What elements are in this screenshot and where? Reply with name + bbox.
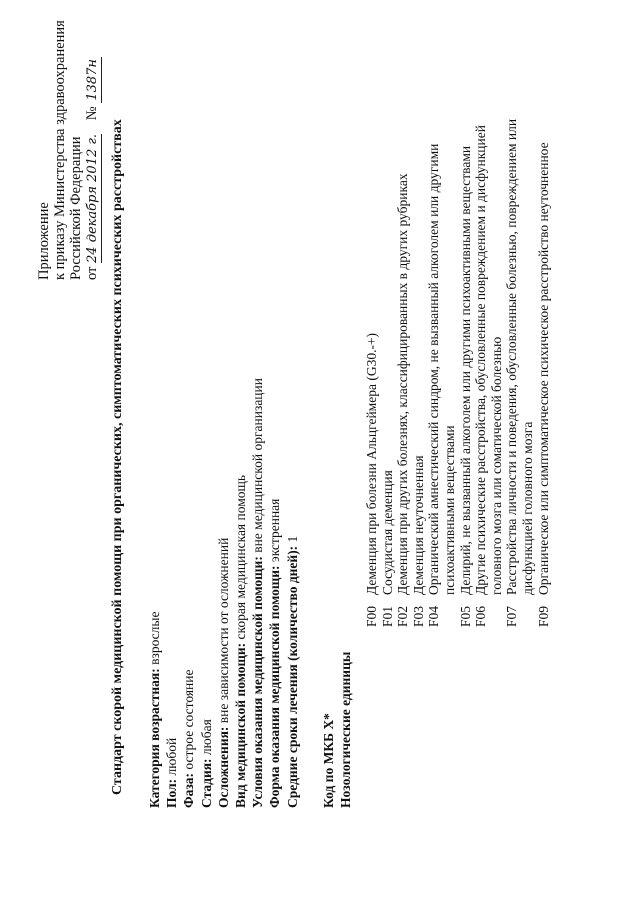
meta-care-type: Вид медицинской помощи: скорая медицинская помощь [233,474,249,808]
header-appendix: Приложение [36,202,52,280]
meta-age-category: Категория возрастная: взрослые [147,611,162,808]
order-prefix: от [84,266,100,280]
meta-complications: Осложнения: вне зависимости от осложнений [215,537,231,808]
meta-treatment-duration: Средние сроки лечения (количество дней): 1 [284,535,300,808]
order-no-label: № [84,106,100,121]
rotated-sheet: Приложение к приказу Министерства здравоохранения Российской Федерации от 24 декабря 2012 г. № 1387н Стандарт скорой медицинской помощи при органических, симптоматических психических расстройствах Категория возрастная: взрослые Пол: любой Фаза: острое состояние Стадия: любая Осложнения: вне зависимости от осложнений Вид медицинской помощи: скорая медицинская помощь Условия оказания медицинской помощи: вне медицинской организации Форма оказания медицинской помощи: экстренная Средние сроки лечения (количество дней): 1 Код по МКБ X* Нозологические единицы F00 Деменция при болезни Альцгеймера (G30.-+) F01 Сосудистая деменция F02 Деменция при других болезнях, классифицированных в других рубриках F03 Деменция неуточненная F04 Органический амнестический синдром, не вызванный алкоголем или другими психоактивными веществами F05 Делирий, не вызванный алкоголем или другими психоактивными веществами F06 Другие психические расстройства, обусловленные повреждением и дисфункцией головного мозга или соматической болезнью F07 Расстройства личности и поведения, обусловленные болезнью, повреждением или дисфункцией головного мозга F09 Органическое или симптоматическое психическое расстройство неуточненное [36,20,551,808]
document-title: Стандарт скорой медицинской помощи при органических, симптоматических психических расстройствах [110,119,125,795]
header-order-ministry: к приказу Министерства здравоохранения [52,20,68,280]
meta-sex: Пол: любой [164,737,180,808]
meta-care-form: Форма оказания медицинской помощи: экстренная [267,498,283,808]
meta-stage: Стадия: любая [198,719,214,808]
nosology-label: Нозологические единицы [338,651,353,808]
meta-block [146,378,301,808]
meta-care-conditions: Условия оказания медицинской помощи: вне медицинской организации [250,378,266,808]
order-number-handwritten: 1387н [85,57,102,103]
order-date-handwritten: 24 декабря 2012 г. [85,133,100,263]
header-federation: Российской Федерации [68,136,84,280]
icd-code-label: Код по МКБ X* [321,713,336,808]
meta-phase: Фаза: острое состояние [181,669,197,808]
header-order-line [84,57,102,280]
